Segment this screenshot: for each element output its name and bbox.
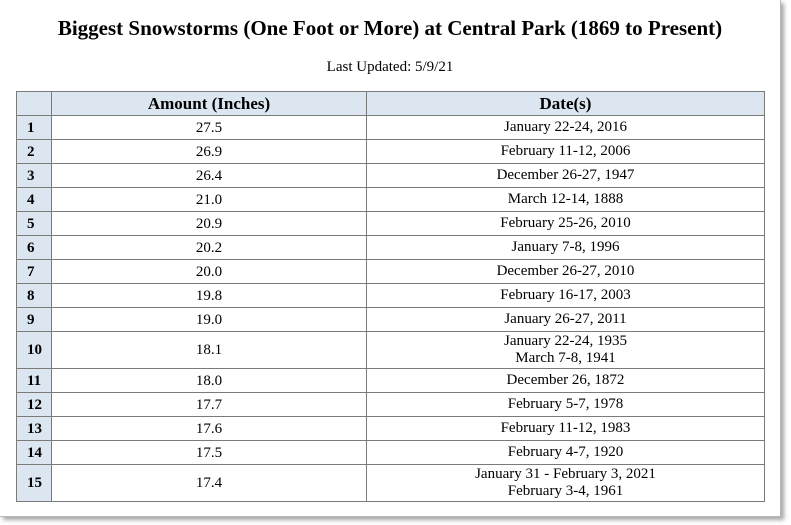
rank-cell: 3 (17, 164, 52, 188)
date-cell (367, 332, 765, 369)
date-cell (367, 260, 765, 284)
rank-cell: 4 (17, 188, 52, 212)
date-cell (367, 212, 765, 236)
date-line: February 11-12, 1983 (500, 420, 631, 436)
rank-cell: 11 (17, 369, 52, 393)
rank-cell: 8 (17, 284, 52, 308)
rank-cell: 15 (17, 465, 52, 502)
table-row (17, 212, 765, 236)
amount-cell: 27.5 (52, 116, 367, 140)
rank-cell: 2 (17, 140, 52, 164)
date-line: January 22-24, 1935 (504, 333, 627, 349)
table-row (17, 236, 765, 260)
amount-cell: 18.0 (52, 369, 367, 393)
date-line: January 7-8, 1996 (511, 239, 620, 255)
date-line: January 26-27, 2011 (504, 311, 627, 327)
table-header-row (17, 92, 765, 116)
date-cell (367, 188, 765, 212)
rank-cell: 1 (17, 116, 52, 140)
date-line: March 7-8, 1941 (515, 350, 616, 366)
header-rank (17, 92, 52, 116)
amount-cell: 17.4 (52, 465, 367, 502)
date-line: February 5-7, 1978 (507, 396, 624, 412)
last-updated: Last Updated: 5/9/21 (326, 59, 454, 75)
date-cell (367, 369, 765, 393)
amount-cell: 20.9 (52, 212, 367, 236)
amount-cell: 17.7 (52, 393, 367, 417)
date-cell (367, 465, 765, 502)
table-row (17, 164, 765, 188)
amount-cell: 20.0 (52, 260, 367, 284)
rank-cell: 6 (17, 236, 52, 260)
header-dates: Date(s) (367, 92, 765, 116)
page-title: Biggest Snowstorms (One Foot or More) at Central Park (1869 to Present) (57, 16, 723, 40)
amount-cell: 17.6 (52, 417, 367, 441)
table-row (17, 284, 765, 308)
date-line: January 31 - February 3, 2021 (475, 466, 656, 482)
amount-cell: 26.4 (52, 164, 367, 188)
date-cell (367, 140, 765, 164)
table-body (17, 116, 765, 502)
rank-cell: 12 (17, 393, 52, 417)
date-cell (367, 417, 765, 441)
rank-cell: 7 (17, 260, 52, 284)
header-amount: Amount (Inches) (52, 92, 367, 116)
amount-cell: 19.0 (52, 308, 367, 332)
rank-cell: 13 (17, 417, 52, 441)
date-cell (367, 284, 765, 308)
table-row (17, 417, 765, 441)
table-row (17, 308, 765, 332)
amount-cell: 20.2 (52, 236, 367, 260)
date-cell (367, 116, 765, 140)
date-line: December 26-27, 2010 (496, 263, 635, 279)
rank-cell: 9 (17, 308, 52, 332)
rank-cell: 10 (17, 332, 52, 369)
date-line: February 16-17, 2003 (500, 287, 631, 303)
date-cell (367, 393, 765, 417)
date-line: March 12-14, 1888 (507, 191, 624, 207)
date-cell (367, 441, 765, 465)
table-row (17, 441, 765, 465)
date-line: December 26, 1872 (506, 372, 625, 388)
amount-cell: 17.5 (52, 441, 367, 465)
table-row (17, 188, 765, 212)
snowstorm-table (16, 91, 765, 502)
table-row (17, 369, 765, 393)
date-line: February 4-7, 1920 (507, 444, 624, 460)
rank-cell: 14 (17, 441, 52, 465)
date-cell (367, 236, 765, 260)
table-row (17, 116, 765, 140)
amount-cell: 26.9 (52, 140, 367, 164)
date-cell (367, 164, 765, 188)
table-row (17, 140, 765, 164)
date-line: February 11-12, 2006 (500, 143, 631, 159)
date-line: January 22-24, 2016 (504, 119, 627, 135)
date-line: February 3-4, 1961 (507, 483, 624, 499)
rank-cell: 5 (17, 212, 52, 236)
date-line: February 25-26, 2010 (500, 215, 631, 231)
table-row (17, 393, 765, 417)
table-row (17, 260, 765, 284)
table-row (17, 465, 765, 502)
table-row (17, 332, 765, 369)
date-line: December 26-27, 1947 (496, 167, 635, 183)
amount-cell: 21.0 (52, 188, 367, 212)
amount-cell: 19.8 (52, 284, 367, 308)
date-cell (367, 308, 765, 332)
amount-cell: 18.1 (52, 332, 367, 369)
